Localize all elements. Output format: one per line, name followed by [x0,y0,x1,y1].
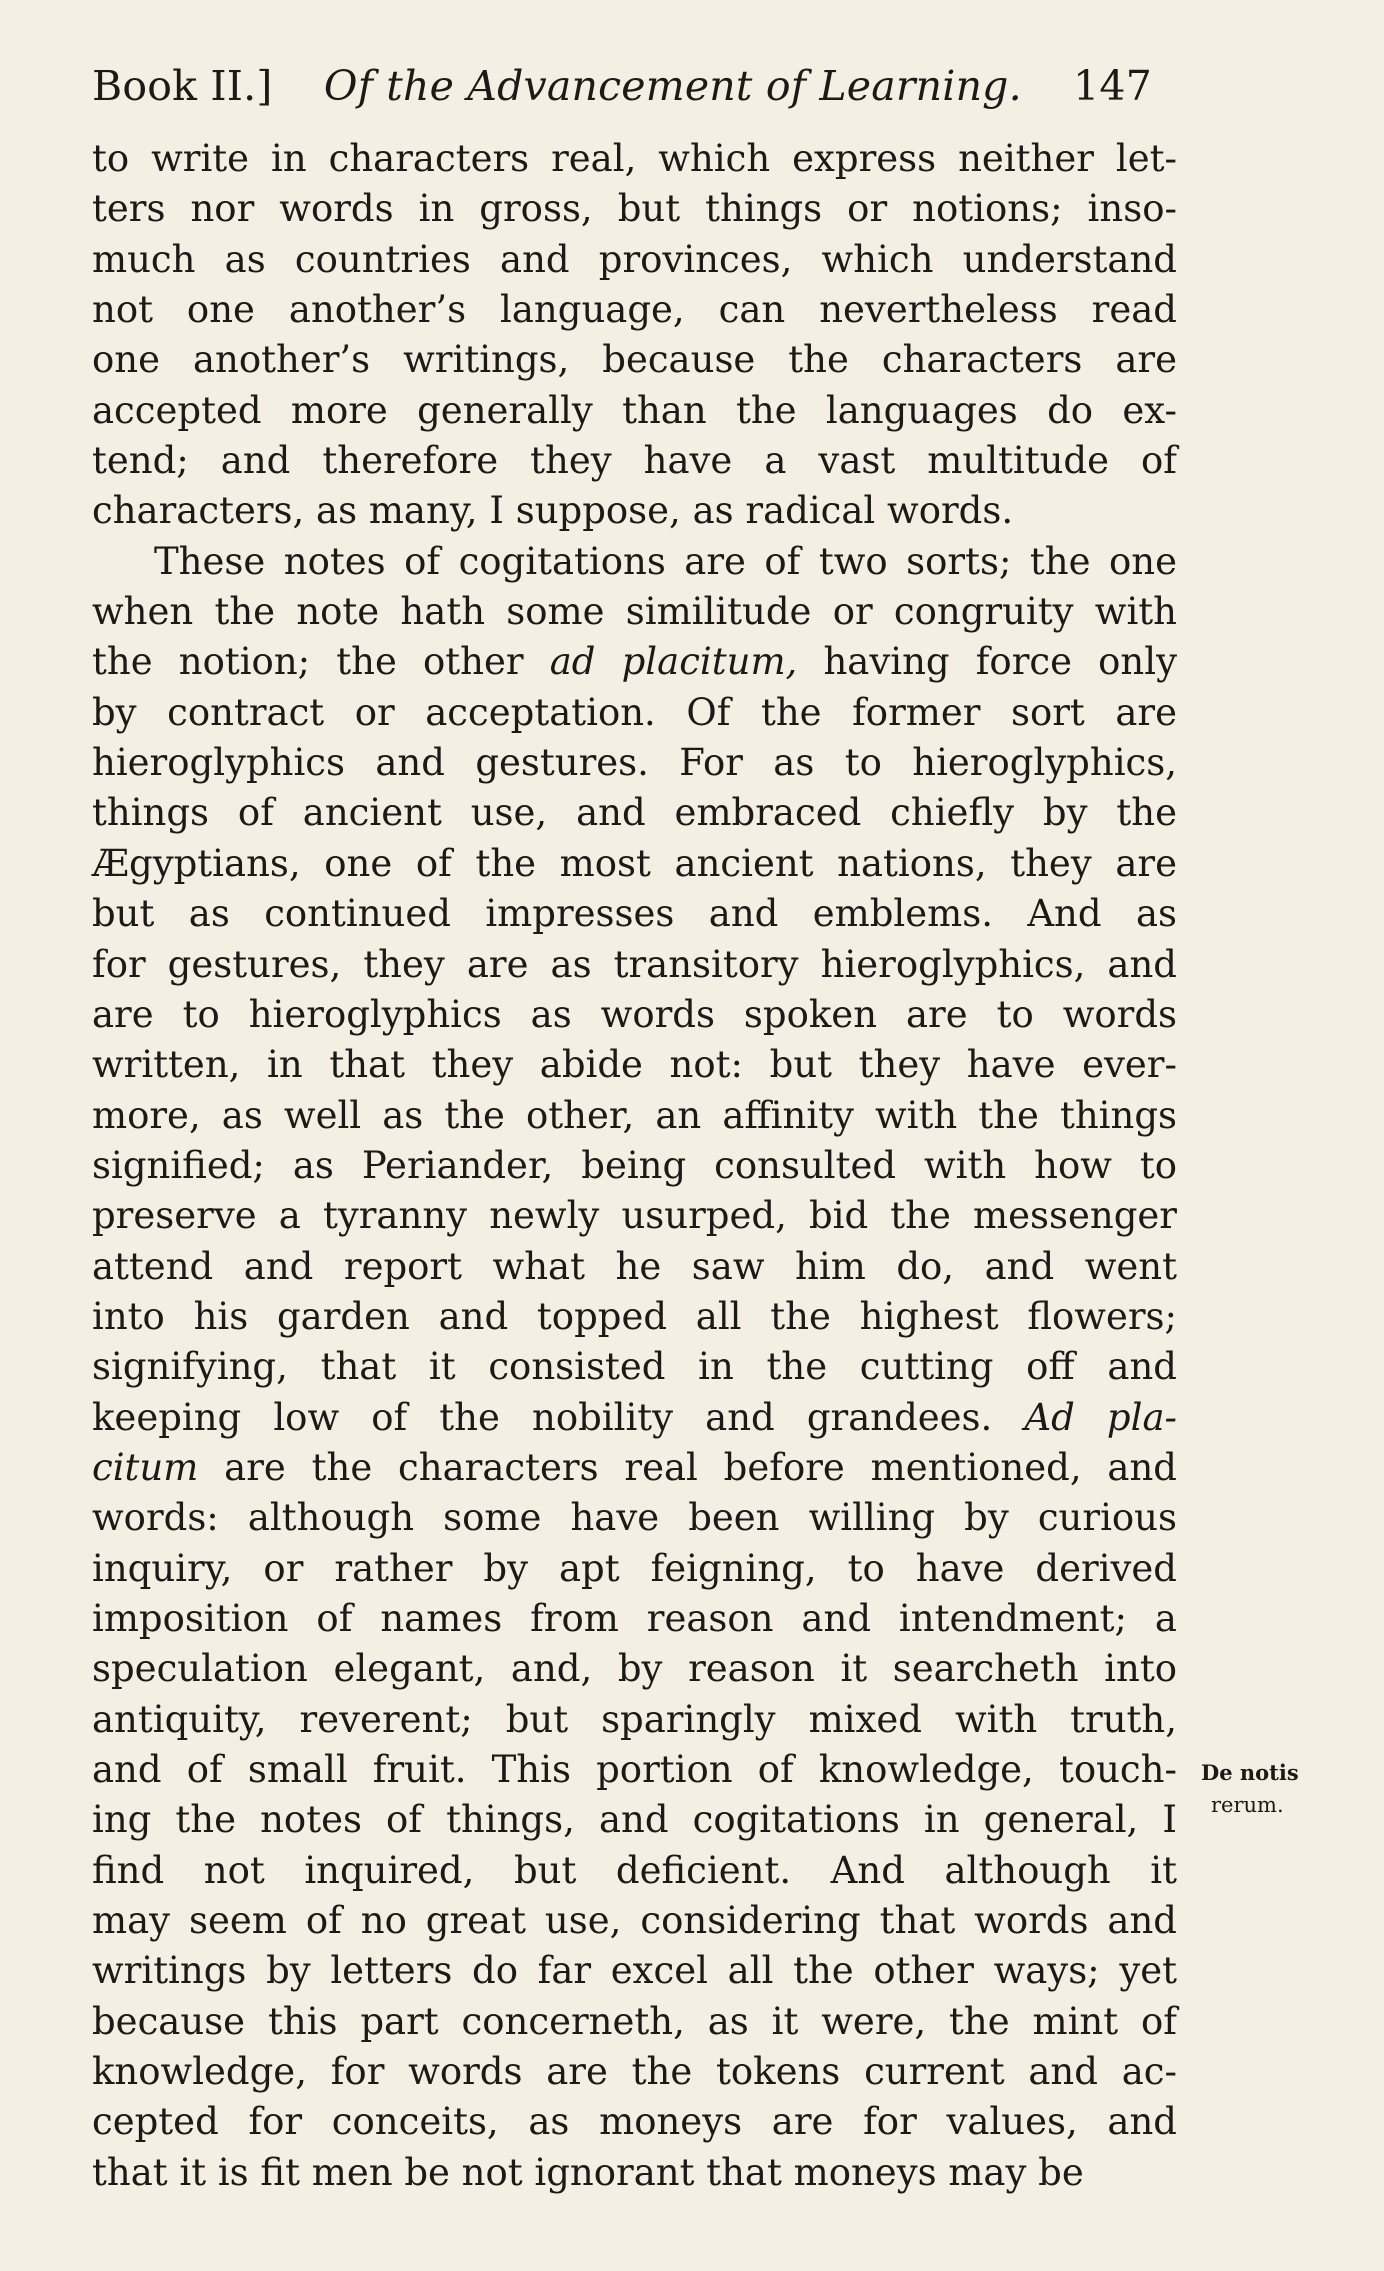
text-line: tend; and therefore they have a vast multitude of [92,439,1177,483]
text-line [92,1443,1177,1493]
text-line: into his garden and topped all the highest flowers; [92,1294,1177,1338]
text-line: but as continued impresses and emblems. And as [92,892,1177,936]
marginal-note [1201,1756,1331,1822]
text-line: to write in characters real, which express neither let- [92,137,1177,180]
text-line: characters, as many, I suppose, as radical words. [92,489,1014,533]
text-line: signifying, that it consisted in the cutting off and [92,1345,1177,1389]
text-line: ters nor words in gross, but things or notions; inso- [92,187,1177,231]
text-line: signified; as Periander, being consulted with how to [92,1143,1177,1187]
text-line: and of small fruit. This portion of knowledge, touch- [92,1748,1177,1791]
text-line: preserve a tyranny newly usurped, bid the messenger [92,1194,1177,1238]
text-line: Ægyptians, one of the most ancient nations, they are [92,841,1177,885]
text-line: ing the notes of things, and cogitations in general, I [92,1798,1177,1842]
marginal-note-line: De notis [1201,1760,1299,1785]
text-fragment: the notion; the other [92,640,550,684]
text-line [92,637,1177,687]
text-fragment: having force only [797,640,1177,684]
running-title: Of the Advancement of Learning. [323,62,1022,110]
text-line: much as countries and provinces, which understand [92,237,1177,281]
text-line [92,1393,1177,1443]
text-line: are to hieroglyphics as words spoken are to words [92,992,1177,1036]
italic-phrase: citum [92,1445,199,1489]
text-line: hieroglyphics and gestures. For as to hieroglyphics, [92,741,1177,785]
text-line: find not inquired, but deficient. And although it [92,1848,1177,1892]
italic-phrase: ad placitum, [549,640,798,684]
body-text [92,134,1177,2198]
text-line: writings by letters do far excel all the other ways; yet [92,1949,1177,1993]
running-header [92,56,1152,116]
text-line: antiquity, reverent; but sparingly mixed with truth, [92,1697,1177,1741]
marginal-note-line: rerum. [1211,1793,1284,1817]
text-line: cepted for conceits, as moneys are for values, and [92,2100,1177,2144]
text-line: speculation elegant, and, by reason it searcheth into [92,1647,1177,1691]
text-line: attend and report what he saw him do, and went [92,1244,1177,1288]
italic-phrase: Ad pla- [1024,1395,1178,1439]
page-number: 147 [1073,62,1152,110]
text-line: imposition of names from reason and intendment; a [92,1596,1177,1640]
text-line: because this part concerneth, as it were, the mint of [92,1999,1177,2043]
text-line: when the note hath some similitude or congruity with [92,590,1177,634]
text-line: one another’s writings, because the characters are [92,338,1177,382]
text-line: may seem of no great use, considering that words and [92,1899,1177,1943]
text-line: inquiry, or rather by apt feigning, to have derived [92,1546,1177,1590]
text-line: knowledge, for words are the tokens current and ac- [92,2050,1177,2094]
text-line: that it is fit men be not ignorant that moneys may be [92,2150,1084,2194]
text-fragment: keeping low of the nobility and grandees. [92,1395,1025,1439]
text-line: things of ancient use, and embraced chiefly by the [92,791,1177,835]
text-line: words: although some have been willing by curious [92,1496,1177,1540]
text-line: by contract or acceptation. Of the former sort are [92,690,1177,734]
text-fragment: are the characters real before mentioned, and [198,1445,1177,1489]
text-line: written, in that they abide not: but they have ever- [92,1043,1177,1087]
text-line: These notes of cogitations are of two sorts; the one [154,539,1177,583]
text-line: accepted more generally than the languages do ex- [92,388,1177,432]
text-line: more, as well as the other, an affinity with the things [92,1093,1177,1137]
text-line: not one another’s language, can nevertheless read [92,288,1177,332]
book-label: Book II.] [92,62,273,110]
text-line: for gestures, they are as transitory hieroglyphics, and [92,942,1177,986]
